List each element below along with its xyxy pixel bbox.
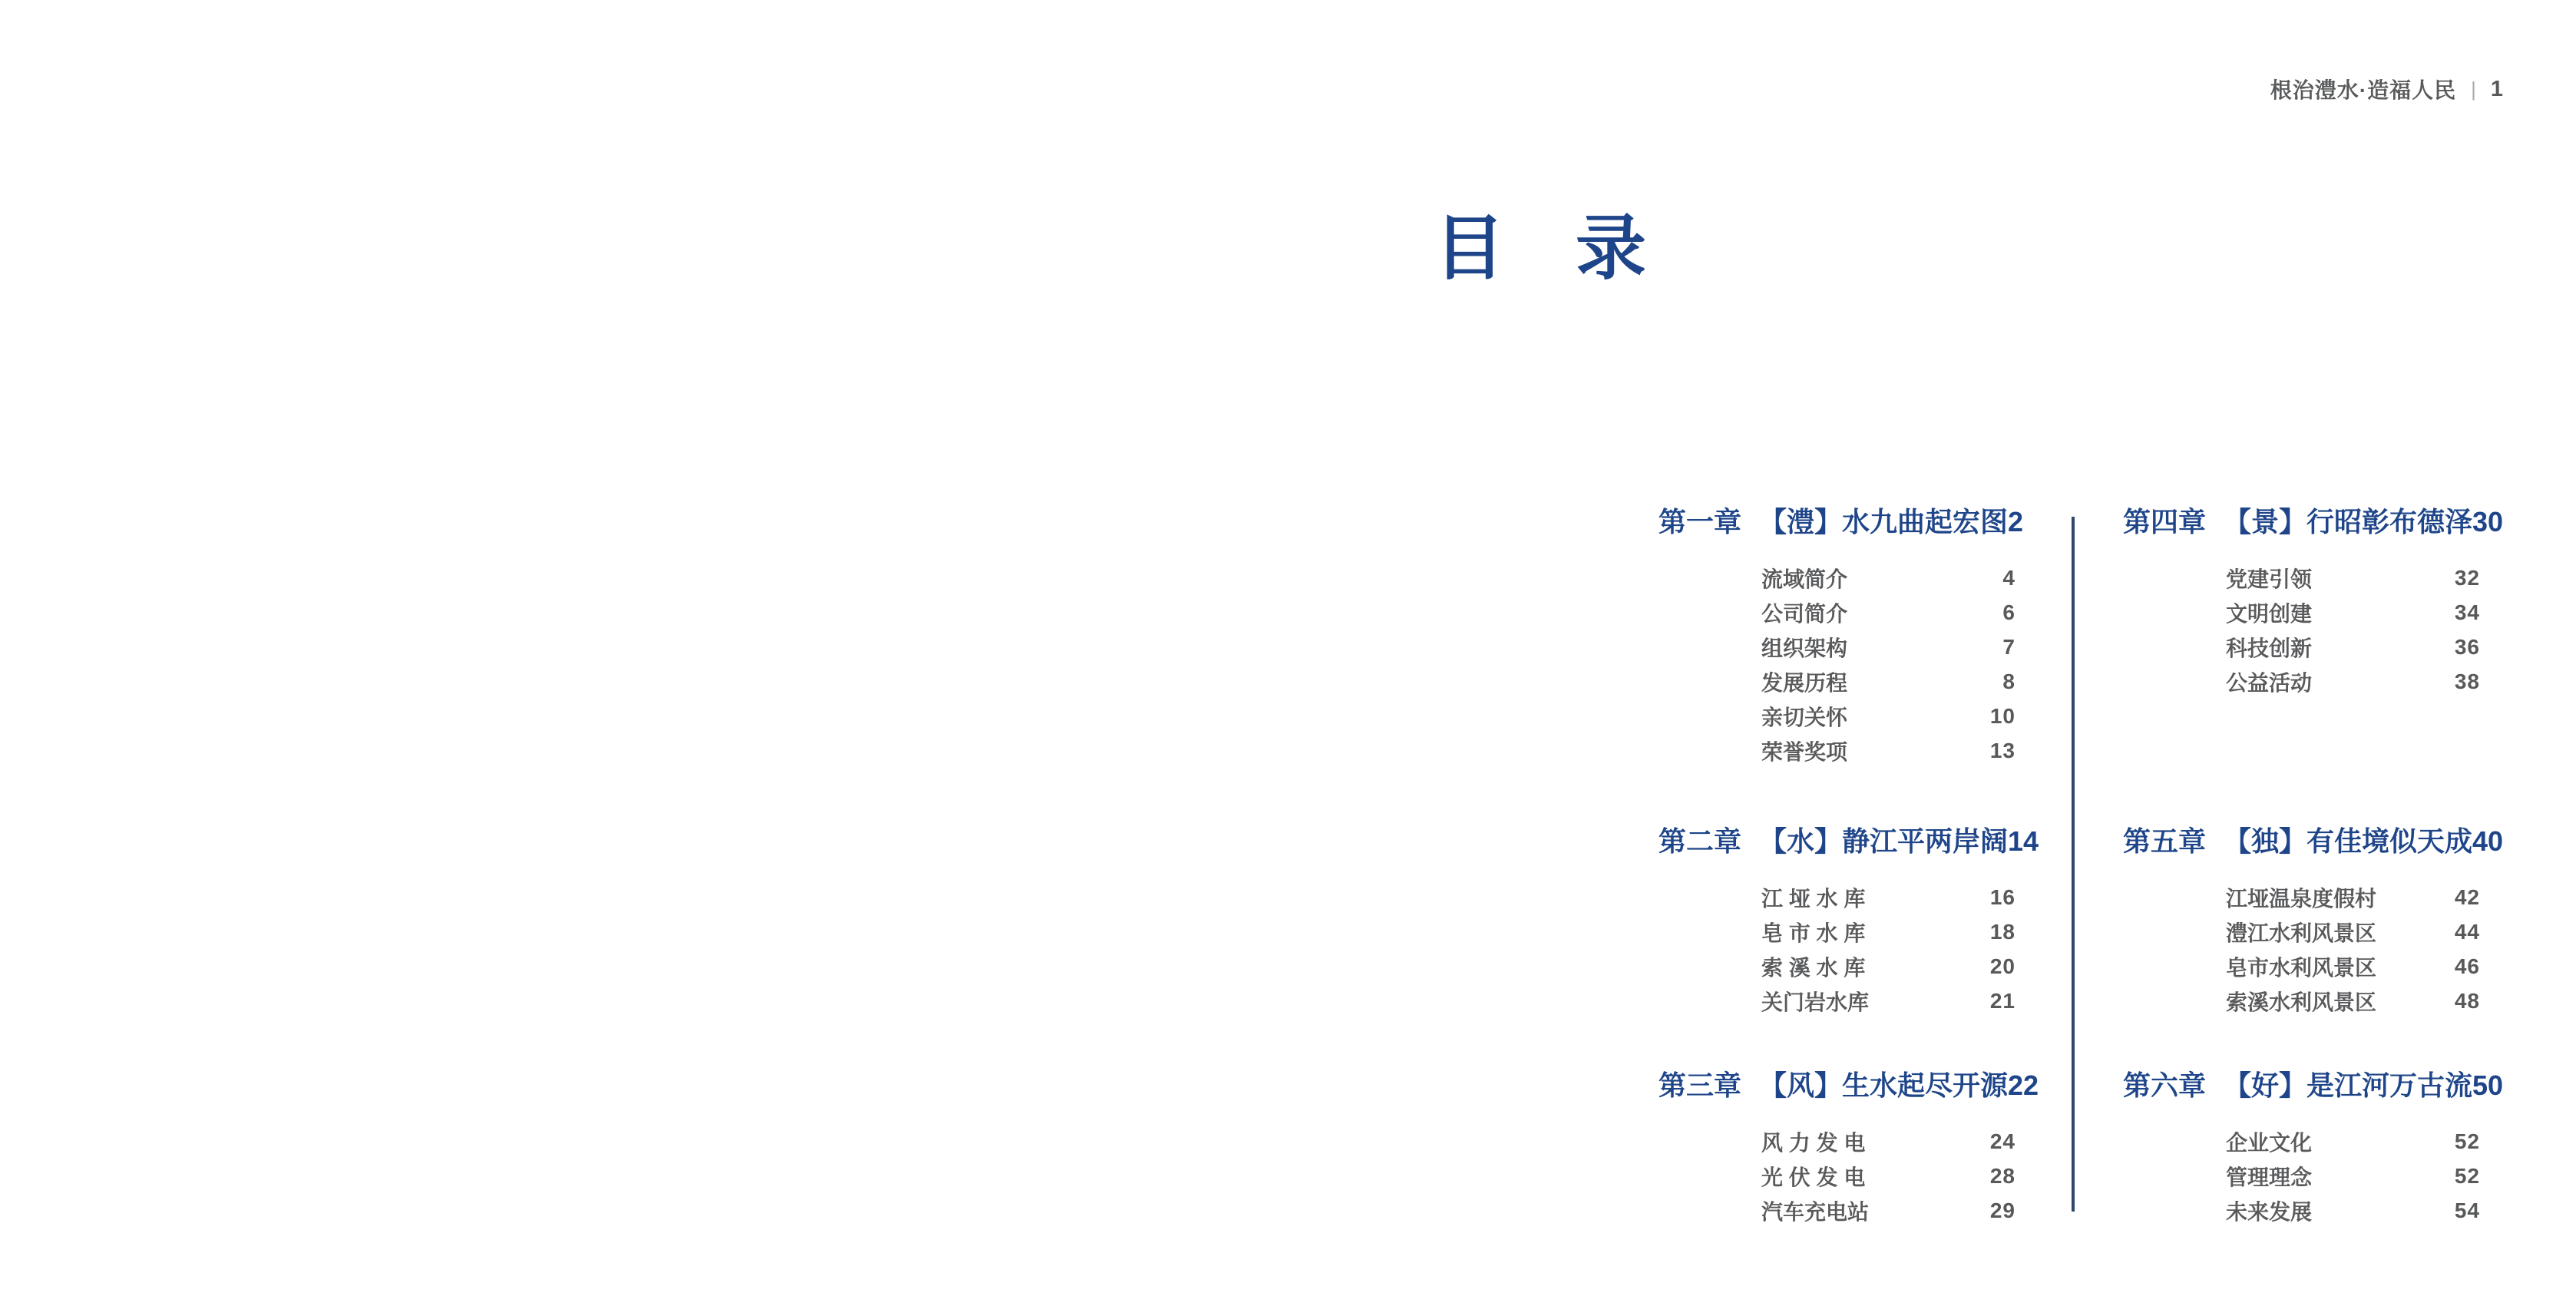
entry-label: 公司简介 bbox=[1761, 601, 1848, 626]
chapter-number: 第二章 bbox=[1658, 825, 1742, 857]
entry-page-number: 6 bbox=[2002, 600, 2015, 624]
toc-entry[interactable] bbox=[1761, 880, 2015, 914]
entry-page-number: 29 bbox=[1989, 1198, 2015, 1222]
toc-entry[interactable] bbox=[1761, 560, 2015, 595]
entry-label: 索溪水利风景区 bbox=[2226, 990, 2377, 1014]
chapter-number: 第三章 bbox=[1658, 1070, 1742, 1101]
page-header bbox=[2270, 74, 2503, 104]
toc-entry[interactable] bbox=[1761, 699, 2015, 733]
entry-label: 未来发展 bbox=[2226, 1199, 2313, 1224]
chapter-page-number: 40 bbox=[2472, 825, 2504, 857]
chapter-title: 【景】行昭彰布德泽 bbox=[2224, 506, 2473, 537]
chapter-number: 第五章 bbox=[2123, 825, 2207, 857]
entry-label: 风 力 发 电 bbox=[1761, 1130, 1866, 1155]
chapter-number: 第一章 bbox=[1658, 506, 1742, 537]
chapter-heading[interactable] bbox=[2123, 825, 2504, 857]
chapter-heading[interactable] bbox=[1658, 1070, 2039, 1101]
entry-label: 光 伏 发 电 bbox=[1761, 1165, 1866, 1189]
toc-entry[interactable] bbox=[2226, 664, 2480, 699]
entry-label: 荣誉奖项 bbox=[1761, 739, 1848, 764]
entry-label: 科技创新 bbox=[2226, 636, 2313, 660]
entry-page-number: 42 bbox=[2454, 884, 2480, 909]
entry-page-number: 10 bbox=[1989, 703, 2015, 728]
chapter-entries bbox=[1761, 1124, 2015, 1228]
entry-page-number: 44 bbox=[2454, 919, 2480, 944]
chapter-title: 【好】是江河万古流 bbox=[2224, 1070, 2473, 1101]
toc-entry[interactable] bbox=[1761, 733, 2015, 768]
toc-chapter bbox=[1658, 825, 2039, 1018]
chapter-entries bbox=[1761, 560, 2015, 768]
entry-page-number: 46 bbox=[2454, 954, 2480, 978]
toc-entry[interactable] bbox=[1761, 1124, 2015, 1159]
toc-entry[interactable] bbox=[1761, 914, 2015, 949]
chapter-page-number: 50 bbox=[2472, 1070, 2504, 1101]
toc-entry[interactable] bbox=[1761, 1159, 2015, 1193]
entry-label: 流域简介 bbox=[1761, 567, 1848, 591]
chapter-title: 【水】静江平两岸阔 bbox=[1759, 825, 2009, 857]
entry-page-number: 32 bbox=[2454, 565, 2480, 590]
entry-page-number: 38 bbox=[2454, 669, 2480, 693]
toc-entry[interactable] bbox=[1761, 984, 2015, 1018]
chapter-page-number: 30 bbox=[2472, 506, 2504, 537]
entry-label: 发展历程 bbox=[1761, 670, 1848, 695]
toc-chapter bbox=[2123, 825, 2504, 1018]
toc-entry[interactable] bbox=[2226, 880, 2480, 914]
entry-page-number: 13 bbox=[1989, 738, 2015, 762]
toc-chapter bbox=[2123, 506, 2504, 699]
entry-page-number: 8 bbox=[2002, 669, 2015, 693]
entry-label: 管理理念 bbox=[2226, 1165, 2313, 1189]
chapter-entries bbox=[2226, 1124, 2480, 1228]
brochure-slogan: 根治澧水·造福人民 bbox=[2270, 78, 2457, 102]
entry-page-number: 52 bbox=[2454, 1129, 2480, 1153]
toc-entry[interactable] bbox=[1761, 595, 2015, 630]
chapter-heading[interactable] bbox=[1658, 506, 2024, 537]
entry-page-number: 18 bbox=[1989, 919, 2015, 944]
chapter-entries bbox=[2226, 560, 2480, 699]
toc-entry[interactable] bbox=[1761, 664, 2015, 699]
chapter-entries bbox=[2226, 880, 2480, 1018]
toc-entry[interactable] bbox=[2226, 1159, 2480, 1193]
chapter-page-number: 2 bbox=[2008, 506, 2024, 537]
toc-entry[interactable] bbox=[2226, 595, 2480, 630]
entry-label: 索 溪 水 库 bbox=[1761, 955, 1866, 980]
entry-page-number: 52 bbox=[2454, 1163, 2480, 1188]
entry-label: 江 垭 水 库 bbox=[1761, 886, 1866, 911]
entry-page-number: 48 bbox=[2454, 988, 2480, 1013]
entry-label: 企业文化 bbox=[2226, 1130, 2313, 1155]
chapter-title: 【风】生水起尽开源 bbox=[1759, 1070, 2009, 1101]
chapter-page-number: 22 bbox=[2008, 1070, 2039, 1101]
entry-label: 文明创建 bbox=[2226, 601, 2313, 626]
toc-entry[interactable] bbox=[2226, 630, 2480, 664]
entry-label: 皂 市 水 库 bbox=[1761, 921, 1866, 945]
page-title: 目 录 bbox=[1434, 209, 1647, 288]
toc-entry[interactable] bbox=[1761, 630, 2015, 664]
entry-label: 澧江水利风景区 bbox=[2226, 921, 2377, 945]
entry-page-number: 34 bbox=[2454, 600, 2480, 624]
toc-chapter bbox=[2123, 1070, 2504, 1228]
entry-page-number: 21 bbox=[1989, 988, 2015, 1013]
chapter-number: 第四章 bbox=[2123, 506, 2207, 537]
toc-chapter bbox=[1658, 1070, 2039, 1228]
chapter-title: 【澧】水九曲起宏图 bbox=[1759, 506, 2009, 537]
toc-chapter bbox=[1658, 506, 2024, 768]
entry-label: 汽车充电站 bbox=[1761, 1199, 1870, 1224]
chapter-number: 第六章 bbox=[2123, 1070, 2207, 1101]
toc-entry[interactable] bbox=[2226, 1124, 2480, 1159]
chapter-heading[interactable] bbox=[2123, 1070, 2504, 1101]
header-separator: | bbox=[2471, 78, 2476, 101]
entry-label: 公益活动 bbox=[2226, 670, 2313, 695]
chapter-heading[interactable] bbox=[1658, 825, 2039, 857]
chapter-title: 【独】有佳境似天成 bbox=[2224, 825, 2473, 857]
entry-label: 党建引领 bbox=[2226, 567, 2313, 591]
entry-page-number: 36 bbox=[2454, 634, 2480, 659]
entry-label: 江垭温泉度假村 bbox=[2226, 886, 2377, 911]
entry-page-number: 24 bbox=[1989, 1129, 2015, 1153]
entry-page-number: 7 bbox=[2002, 634, 2015, 659]
entry-label: 关门岩水库 bbox=[1761, 990, 1870, 1014]
toc-entry[interactable] bbox=[2226, 1193, 2480, 1228]
toc-entry[interactable] bbox=[2226, 949, 2480, 984]
entry-page-number: 54 bbox=[2454, 1198, 2480, 1222]
entry-page-number: 16 bbox=[1989, 884, 2015, 909]
toc-entry[interactable] bbox=[2226, 560, 2480, 595]
chapter-entries bbox=[1761, 880, 2015, 1018]
page-number: 1 bbox=[2490, 76, 2503, 101]
toc-entry[interactable] bbox=[2226, 984, 2480, 1018]
column-divider-line bbox=[2072, 517, 2075, 1212]
entry-page-number: 28 bbox=[1989, 1163, 2015, 1188]
chapter-heading[interactable] bbox=[2123, 506, 2504, 537]
entry-label: 组织架构 bbox=[1761, 636, 1848, 660]
entry-label: 皂市水利风景区 bbox=[2226, 955, 2377, 980]
toc-entry[interactable] bbox=[1761, 1193, 2015, 1228]
toc-entry[interactable] bbox=[1761, 949, 2015, 984]
entry-page-number: 20 bbox=[1989, 954, 2015, 978]
toc-entry[interactable] bbox=[2226, 914, 2480, 949]
entry-label: 亲切关怀 bbox=[1761, 705, 1848, 729]
chapter-page-number: 14 bbox=[2008, 825, 2039, 857]
entry-page-number: 4 bbox=[2002, 565, 2015, 590]
